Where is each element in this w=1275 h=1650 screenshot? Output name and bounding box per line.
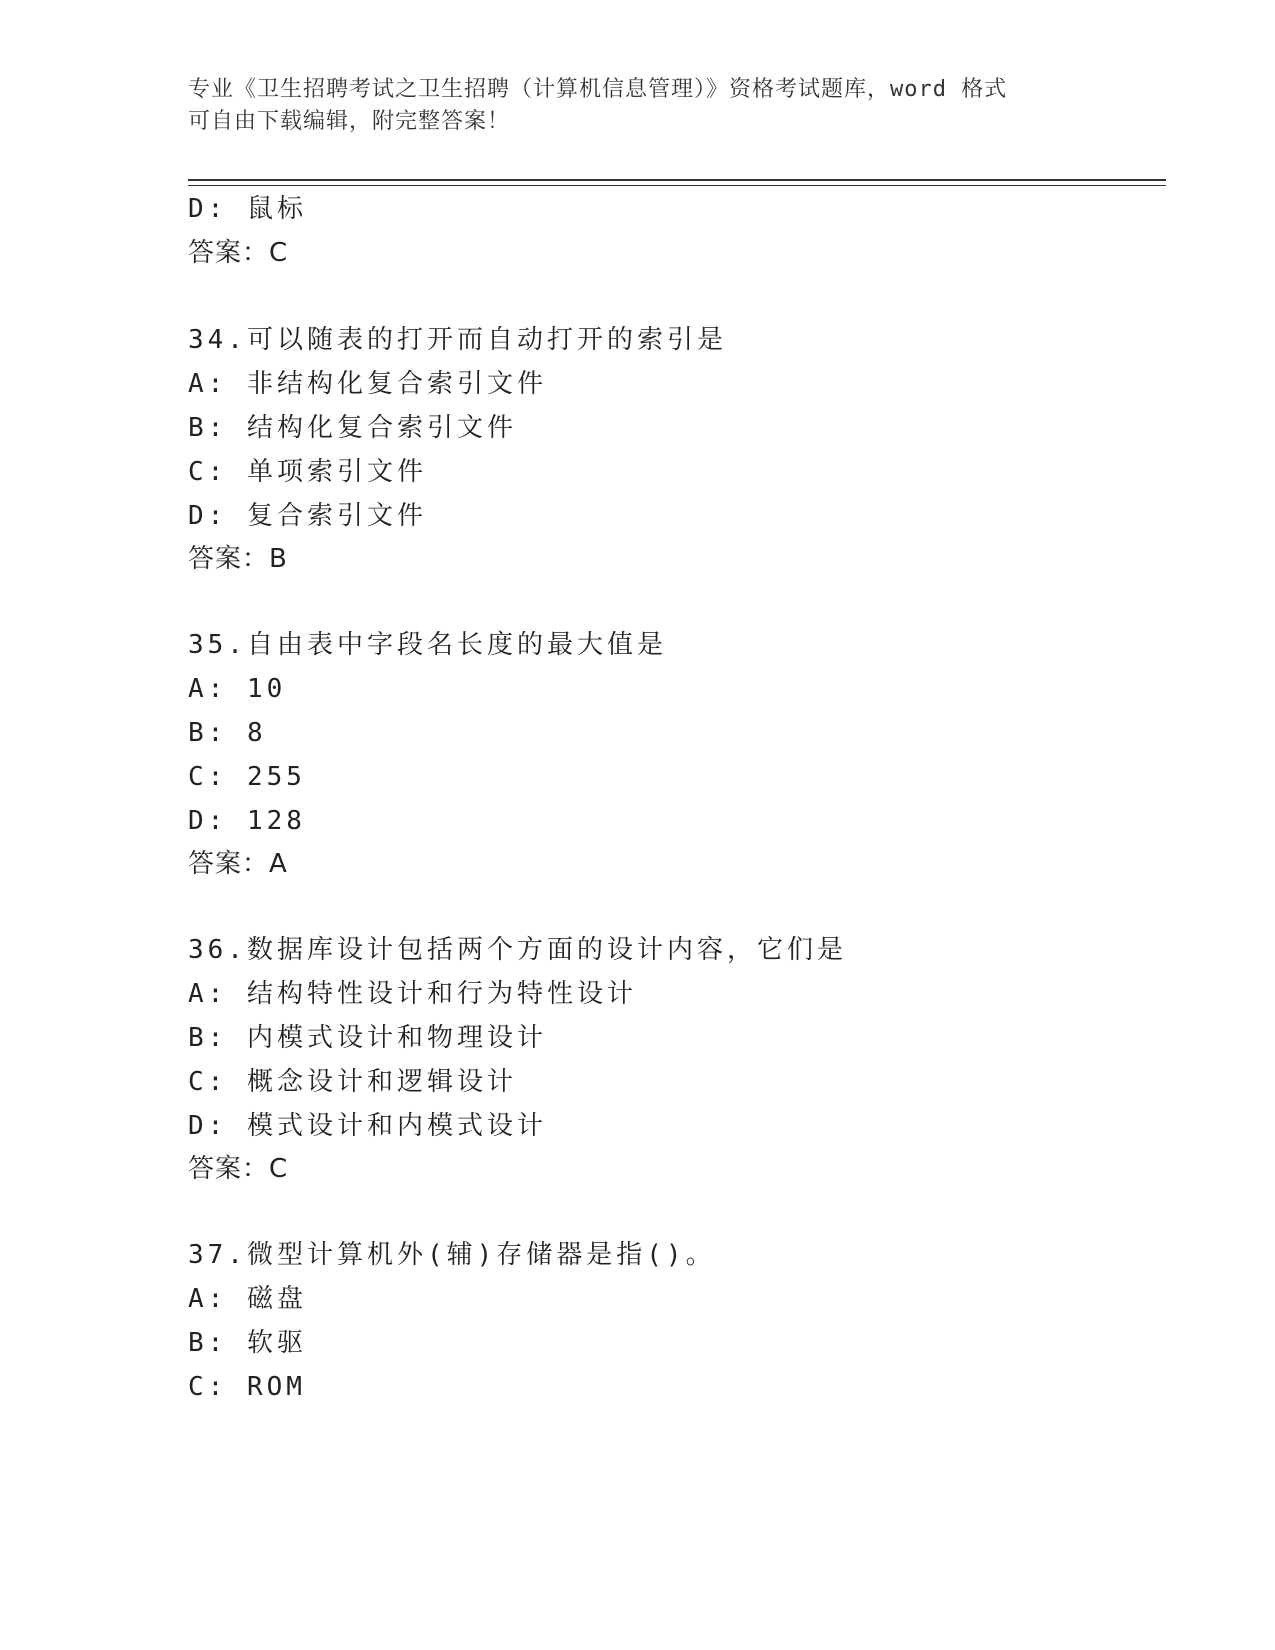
option-b: B: 8 — [188, 718, 267, 748]
option-c: C: 255 — [188, 762, 306, 792]
question-stem: 35.自由表中字段名长度的最大值是 — [188, 630, 667, 660]
answer-line: 答案：C — [188, 1154, 289, 1184]
option-c: C: ROM — [188, 1372, 306, 1402]
option-b: B: 结构化复合索引文件 — [188, 413, 517, 443]
question-stem: 36.数据库设计包括两个方面的设计内容，它们是 — [188, 935, 847, 965]
option-a: A: 非结构化复合索引文件 — [188, 369, 547, 399]
option-b: B: 内模式设计和物理设计 — [188, 1023, 547, 1053]
answer-line: 答案：C — [188, 238, 289, 268]
option-a: A: 10 — [188, 674, 287, 704]
question-stem: 37.微型计算机外(辅)存储器是指()。 — [188, 1240, 716, 1270]
option-b: B: 软驱 — [188, 1328, 307, 1358]
option-c: C: 概念设计和逻辑设计 — [188, 1067, 517, 1097]
option-d: D: 128 — [188, 806, 306, 836]
header-divider-thin — [188, 185, 1166, 186]
header-line-2: 可自由下载编辑，附完整答案！ — [188, 109, 511, 134]
answer-line: 答案：B — [188, 544, 288, 574]
question-stem: 34.可以随表的打开而自动打开的索引是 — [188, 325, 727, 355]
header-line-1: 专业《卫生招聘考试之卫生招聘（计算机信息管理）》资格考试题库，word 格式 — [188, 77, 1008, 102]
option-a: A: 磁盘 — [188, 1284, 307, 1314]
answer-line: 答案：A — [188, 849, 288, 879]
document-header — [188, 74, 1088, 138]
option-d: D: 模式设计和内模式设计 — [188, 1111, 547, 1141]
option-d: D: 复合索引文件 — [188, 501, 427, 531]
header-divider — [188, 179, 1166, 181]
option-c: C: 单项索引文件 — [188, 457, 427, 487]
option-d: D: 鼠标 — [188, 194, 307, 224]
option-a: A: 结构特性设计和行为特性设计 — [188, 979, 637, 1009]
